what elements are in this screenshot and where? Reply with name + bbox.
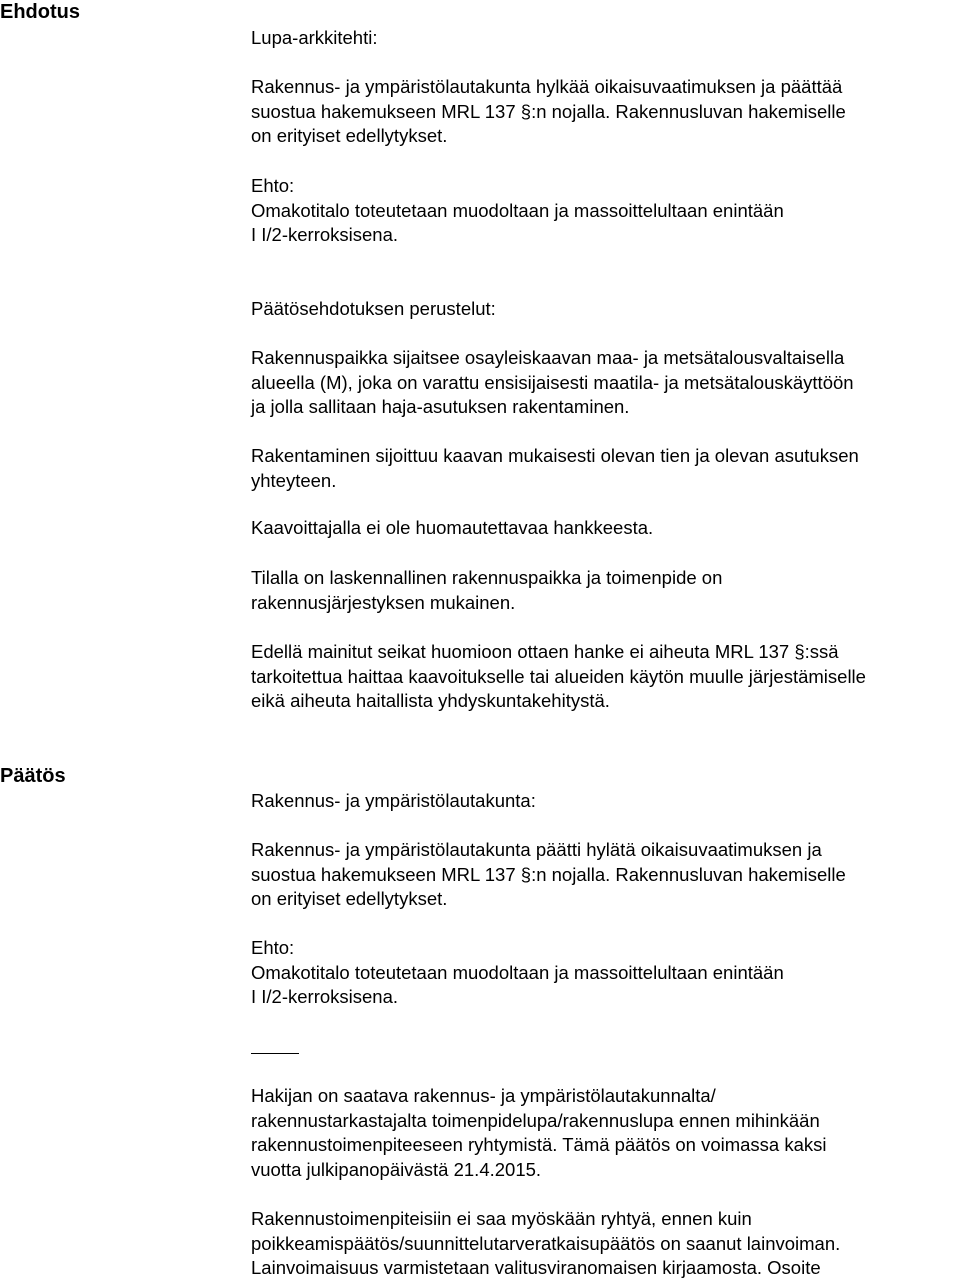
ehdotus-rationale-1 xyxy=(251,346,960,420)
separator-line xyxy=(251,1053,299,1054)
paatos-condition xyxy=(251,936,960,1010)
ehdotus-rationale-5 xyxy=(251,640,960,714)
section-heading-ehdotus: Ehdotus xyxy=(0,1,80,23)
paragraph-line: Ehto: xyxy=(251,937,295,958)
paragraph-line: Rakennus- ja ympäristölautakunta: xyxy=(251,790,536,811)
paragraph-line: rakennusjärjestyksen mukainen. xyxy=(251,591,516,613)
section-heading-paatos: Päätös xyxy=(0,765,66,787)
paragraph-line: rakennustoimenpiteeseen ryhtymistä. Tämä päätös on voimassa kaksi xyxy=(251,1134,827,1155)
paragraph-line: I I/2-kerroksisena. xyxy=(251,986,399,1007)
paragraph-line: Rakennuspaikka sijaitsee osayleiskaavan maa- ja metsätalousvaltaisella xyxy=(251,347,845,368)
ehdotus-block-1 xyxy=(251,26,960,51)
paatos-block-4 xyxy=(251,1207,960,1281)
paragraph-line: Omakotitalo toteutetaan muodoltaan ja massoittelultaan enintään xyxy=(251,961,784,983)
paragraph-line: vuotta julkipanopäivästä 21.4.2015. xyxy=(251,1158,542,1180)
paragraph-line: Tilalla on laskennallinen rakennuspaikka ja toimenpide on xyxy=(251,567,723,588)
paragraph-line: suostua hakemukseen MRL 137 §:n nojalla. Rakennusluvan hakemiselle xyxy=(251,100,846,122)
paragraph-line: Edellä mainitut seikat huomioon ottaen hanke ei aiheuta MRL 137 §:ssä xyxy=(251,641,839,662)
paatos-block-2 xyxy=(251,838,960,912)
paragraph-line: Päätösehdotuksen perustelut: xyxy=(251,298,496,319)
paatos-block-1 xyxy=(251,789,960,814)
paragraph-line: alueella (M), joka on varattu ensisijaisesti maatila- ja metsätalouskäyttöön xyxy=(251,371,854,393)
paragraph-line: I I/2-kerroksisena. xyxy=(251,224,399,245)
ehdotus-rationale-3 xyxy=(251,516,960,541)
paragraph-line: ja jolla sallitaan haja-asutuksen rakentaminen. xyxy=(251,396,630,417)
paragraph-line: Lainvoimaisuus varmistetaan valitusviranomaisen kirjaamosta. Osoite xyxy=(251,1257,821,1278)
ehdotus-rationale-4 xyxy=(251,566,960,615)
paragraph-line: eikä aiheuta haitallista yhdyskuntakehitystä. xyxy=(251,690,610,711)
paragraph-line: on erityiset edellytykset. xyxy=(251,888,448,909)
paragraph-line: Hakijan on saatava rakennus- ja ympäristölautakunnalta/ xyxy=(251,1085,716,1106)
paragraph-line: suostua hakemukseen MRL 137 §:n nojalla. Rakennusluvan hakemiselle xyxy=(251,863,846,885)
paragraph-line: Rakennus- ja ympäristölautakunta päätti hylätä oikaisuvaatimuksen ja xyxy=(251,839,822,860)
paragraph-line: on erityiset edellytykset. xyxy=(251,125,448,146)
paragraph-line: Rakentaminen sijoittuu kaavan mukaisesti olevan tien ja olevan asutuksen xyxy=(251,445,859,466)
paragraph-line: rakennustarkastajalta toimenpidelupa/rakennuslupa ennen mihinkään xyxy=(251,1109,820,1131)
paatos-block-3 xyxy=(251,1084,960,1182)
paragraph-line: Kaavoittajalla ei ole huomautettavaa hankkeesta. xyxy=(251,517,654,538)
ehdotus-rationale-heading xyxy=(251,297,960,322)
paragraph-line: Omakotitalo toteutetaan muodoltaan ja massoittelultaan enintään xyxy=(251,199,784,221)
paragraph-line: Lupa-arkkitehti: xyxy=(251,27,378,48)
paragraph-line: tarkoitettua haittaa kaavoitukselle tai alueiden käytön muulle järjestämiselle xyxy=(251,665,866,687)
paragraph-line: Rakennus- ja ympäristölautakunta hylkää oikaisuvaatimuksen ja päättää xyxy=(251,76,843,97)
paragraph-line: poikkeamispäätös/suunnittelutarveratkaisupäätös on saanut lainvoiman. xyxy=(251,1232,841,1254)
paragraph-line: Rakennustoimenpiteisiin ei saa myöskään ryhtyä, ennen kuin xyxy=(251,1208,752,1229)
ehdotus-rationale-2 xyxy=(251,444,960,493)
ehdotus-block-2 xyxy=(251,75,960,149)
ehdotus-condition xyxy=(251,174,960,248)
paragraph-line: Ehto: xyxy=(251,175,295,196)
paragraph-line: yhteyteen. xyxy=(251,469,337,491)
